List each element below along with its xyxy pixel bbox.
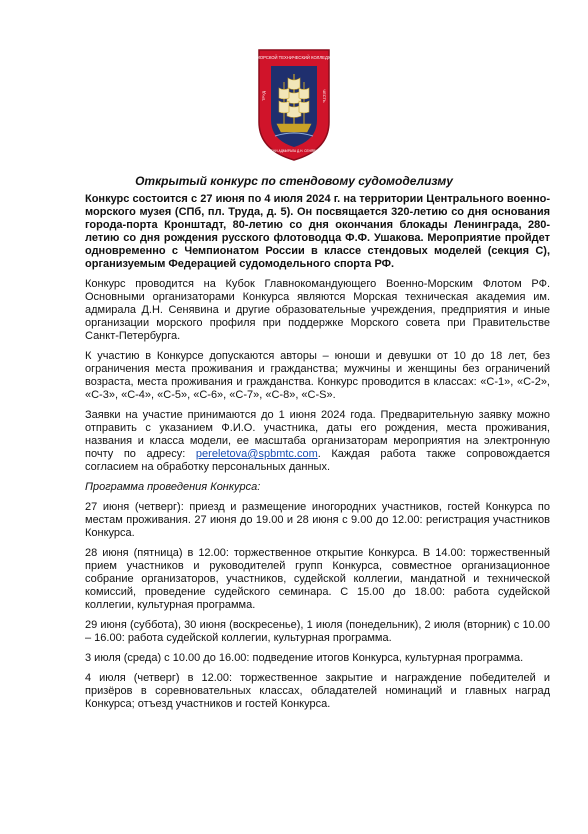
page-title: Открытый конкурс по стендовому судомоделизму — [135, 174, 453, 188]
applications-paragraph — [85, 409, 550, 474]
emblem-graphic — [253, 44, 335, 164]
program-item-4: 4 июля (четверг) в 12.00: торжественное закрытие и награждение победителей и призёров в соревновательных классах, обладателей номинаций и главных наград Конкурса; отъезд участников и гостей Конкурса. — [85, 672, 550, 710]
applications-text-after: . Каждая работа также сопровождается согласием на обработку персональных данных. — [85, 448, 550, 473]
program-item-0: 27 июня (четверг): приезд и размещение иногородних участников, гостей Конкурса по местам проживания. 27 июня до 19.00 и 28 июня с 9.00 до 12.00: регистрация участников Конкурса. — [85, 501, 550, 539]
emblem-top-text: МОРСКОЙ ТЕХНИЧЕСКИЙ КОЛЛЕДЖ — [256, 55, 332, 60]
emblem-left-text: ТРУД — [261, 90, 266, 102]
college-emblem — [253, 44, 335, 164]
document-body — [85, 193, 550, 718]
organizers-paragraph: Конкурс проводится на Кубок Главнокомандующего Военно-Морским Флотом РФ. Основными организаторами Конкурса являются Морская техническая академия им. адмирала Д.Н. Сенявина и другие образовательные учреждения, предприятия и иные организации морского профиля при поддержке Морского совета при Правительстве Санкт-Петербурга. — [85, 278, 550, 342]
program-heading: Программа проведения Конкурса: — [85, 481, 261, 493]
intro-paragraph: Конкурс состоится с 27 июня по 4 июля 2024 г. на территории Центрального военно-морского музея (СПб, пл. Труда, д. 5). Он посвящается 320-летию со дня основания города-порта Кронштадт, 80-летию со дня окончания блокады Ленинграда, 280-летию со дня рождения русского флотоводца Ф.Ф. Ушакова. Мероприятие пройдет одновременно с Чемпионатом России в классе стендовых моделей (секция С), организуемым Федерацией судомодельного спорта РФ. — [85, 193, 550, 270]
program-item-2: 29 июня (суббота), 30 июня (воскресенье), 1 июля (понедельник), 2 июля (вторник) с 10.00 – 16.00: работа судейской коллегии, культурная программа. — [85, 619, 550, 644]
participants-paragraph: К участию в Конкурсе допускаются авторы – юноши и девушки от 10 до 18 лет, без ограничения места проживания и гражданства; мужчины и женщины без ограничений возраста, места проживания и гражданства. Конкурс проводится в классах: «С-1», «С-2», «С-3», «С-4», «С-5», «С-6», «С-7», «С-8», «С-S». — [85, 350, 550, 401]
email-link[interactable]: pereletova@spbmtc.com — [195, 448, 318, 460]
program-item-3: 3 июля (среда) с 10.00 до 16.00: подведение итогов Конкурса, культурная программа. — [85, 652, 524, 664]
applications-text-before: Заявки на участие принимаются до 1 июня 2024 года. Предварительную заявку можно отправить с указанием Ф.И.О. участника, даты его рождения, места проживания, названия и класса модели, ее масштаба организаторам мероприятия на электронную почту по адресу: — [85, 409, 550, 460]
program-item-1: 28 июня (пятница) в 12.00: торжественное открытие Конкурса. В 14.00: торжественный прием участников и руководителей групп Конкурса, совместное организационное собрание организаторов, участников, судейской коллегии, мандатной и технической комиссий, проведение судейского семинара. С 15.00 до 18.00: работа судейской коллегии, культурная программа. — [85, 547, 550, 611]
emblem-right-text: ЧЕСТЬ — [322, 89, 327, 103]
emblem-bottom-text: ИМЕНИ АДМИРАЛА Д.Н. СЕНЯВИНА — [265, 149, 323, 153]
